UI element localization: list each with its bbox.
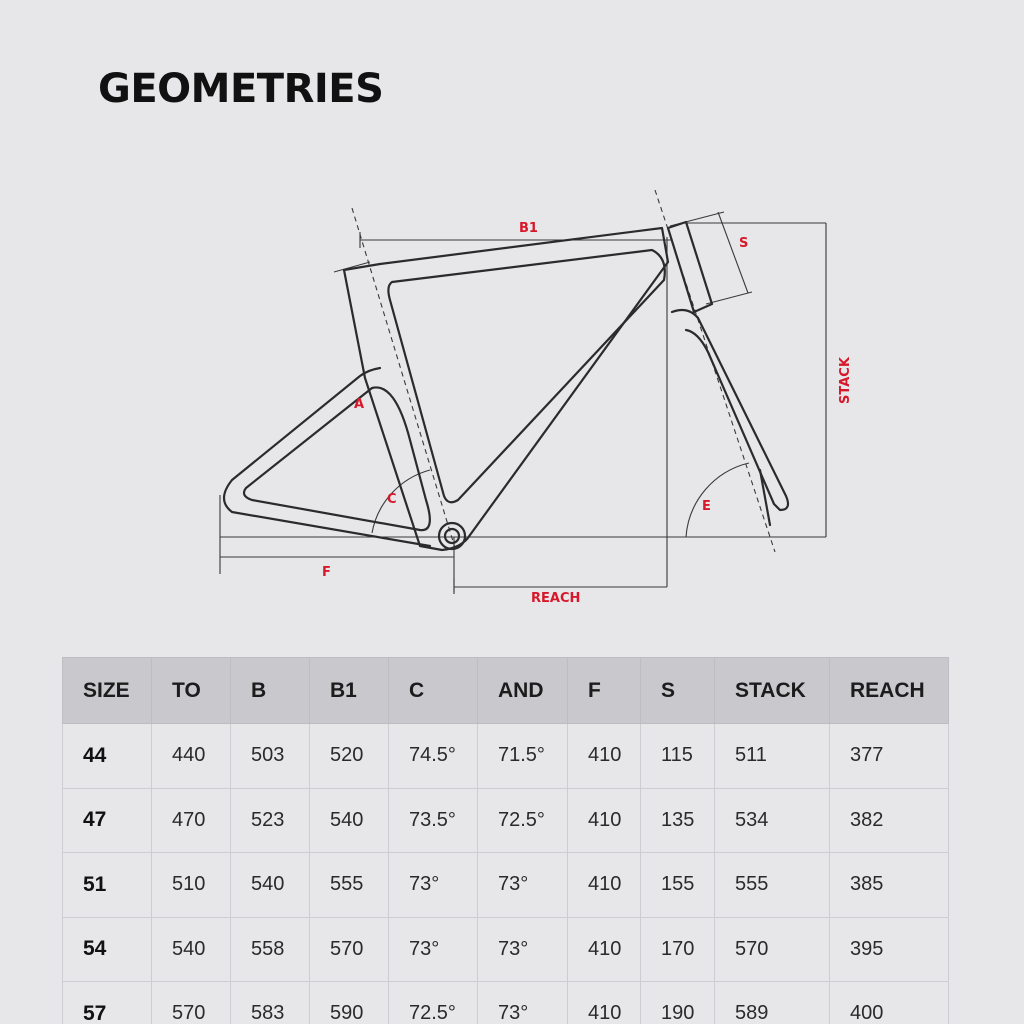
table-cell: 540 — [152, 917, 231, 982]
table-cell: 523 — [231, 788, 310, 853]
size-cell: 57 — [63, 982, 152, 1024]
table-cell: 73° — [478, 917, 568, 982]
label-a: A — [354, 397, 365, 412]
table-row — [63, 982, 949, 1024]
size-cell: 47 — [63, 788, 152, 853]
table-cell: 503 — [231, 724, 310, 789]
s-dim-bottom-ext — [706, 292, 752, 304]
table-row — [63, 788, 949, 853]
table-cell: 72.5° — [478, 788, 568, 853]
table-cell: 410 — [568, 853, 641, 918]
table-cell: 71.5° — [478, 724, 568, 789]
table-cell: 520 — [310, 724, 389, 789]
table-cell: 410 — [568, 788, 641, 853]
table-cell: 73° — [478, 853, 568, 918]
label-c: C — [387, 492, 397, 507]
table-cell: 555 — [715, 853, 830, 918]
label-b1: B1 — [519, 221, 538, 236]
size-cell: 44 — [63, 724, 152, 789]
header-stack: STACK — [715, 658, 830, 724]
geometry-table — [62, 657, 949, 1024]
table-cell: 570 — [152, 982, 231, 1024]
table-cell: 74.5° — [389, 724, 478, 789]
table-cell: 377 — [830, 724, 949, 789]
table-row — [63, 724, 949, 789]
table-cell: 570 — [715, 917, 830, 982]
table-cell: 400 — [830, 982, 949, 1024]
table-cell: 170 — [641, 917, 715, 982]
table-cell: 73° — [478, 982, 568, 1024]
header-b1: B1 — [310, 658, 389, 724]
size-cell: 54 — [63, 917, 152, 982]
header-and: AND — [478, 658, 568, 724]
s-dimension-line — [718, 212, 748, 293]
head-angle-arc — [686, 463, 749, 537]
table-cell: 589 — [715, 982, 830, 1024]
header-reach: REACH — [830, 658, 949, 724]
fork — [672, 310, 788, 510]
table-row — [63, 917, 949, 982]
table-cell: 534 — [715, 788, 830, 853]
header-f: F — [568, 658, 641, 724]
page-title: GEOMETRIES — [98, 66, 384, 112]
table-cell: 511 — [715, 724, 830, 789]
bottom-bracket — [439, 523, 465, 549]
size-cell: 51 — [63, 853, 152, 918]
table-cell: 73° — [389, 917, 478, 982]
table-cell: 72.5° — [389, 982, 478, 1024]
fork-blade — [760, 470, 770, 525]
table-cell: 583 — [231, 982, 310, 1024]
rear-triangle-outer — [224, 368, 430, 546]
table-cell: 590 — [310, 982, 389, 1024]
table-cell: 510 — [152, 853, 231, 918]
table-cell: 115 — [641, 724, 715, 789]
table-cell: 135 — [641, 788, 715, 853]
table-header-row — [63, 658, 949, 724]
table-cell: 155 — [641, 853, 715, 918]
header-c: C — [389, 658, 478, 724]
table-cell: 555 — [310, 853, 389, 918]
label-stack: STACK — [838, 357, 853, 404]
table-cell: 410 — [568, 724, 641, 789]
table-cell: 540 — [310, 788, 389, 853]
header-s: S — [641, 658, 715, 724]
head-tube — [668, 222, 712, 312]
table-cell: 385 — [830, 853, 949, 918]
table-row — [63, 853, 949, 918]
table-cell: 470 — [152, 788, 231, 853]
label-e: E — [702, 499, 711, 514]
header-b: B — [231, 658, 310, 724]
table-cell: 540 — [231, 853, 310, 918]
label-f: F — [322, 565, 331, 580]
table-cell: 410 — [568, 917, 641, 982]
table-cell: 570 — [310, 917, 389, 982]
bottom-bracket-inner — [445, 529, 459, 543]
table-cell: 190 — [641, 982, 715, 1024]
header-to: TO — [152, 658, 231, 724]
label-s: S — [739, 236, 749, 251]
table-cell: 410 — [568, 982, 641, 1024]
table-cell: 382 — [830, 788, 949, 853]
table-cell: 440 — [152, 724, 231, 789]
table-cell: 558 — [231, 917, 310, 982]
table-cell: 73° — [389, 853, 478, 918]
table-cell: 395 — [830, 917, 949, 982]
rear-triangle-inner — [244, 387, 430, 530]
header-size: SIZE — [63, 658, 152, 724]
table-cell: 73.5° — [389, 788, 478, 853]
main-triangle-inner — [388, 250, 664, 502]
label-reach: REACH — [531, 591, 581, 606]
